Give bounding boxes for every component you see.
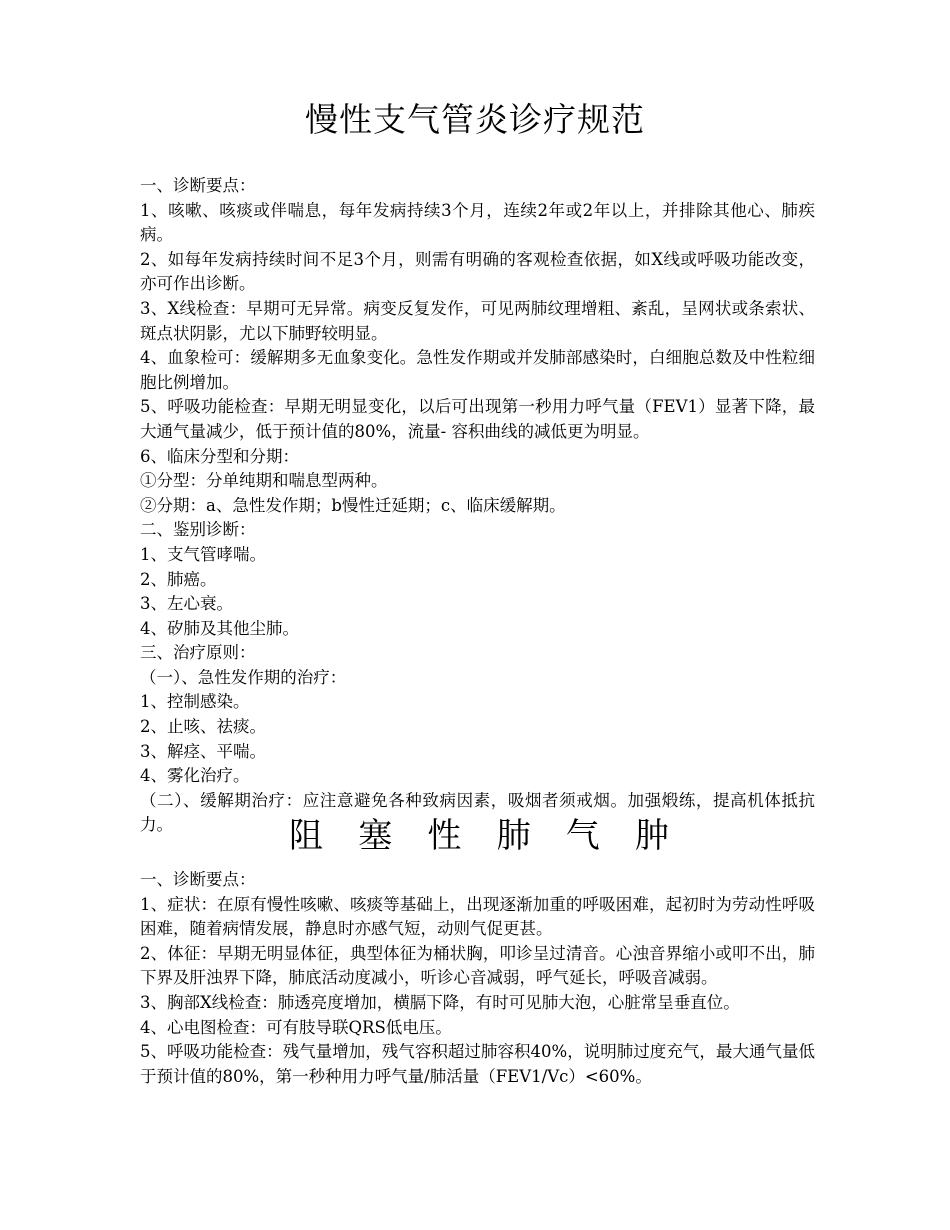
document-title: 慢性支气管炎诊疗规范 xyxy=(305,100,645,139)
paragraph: 2、止咳、祛痰。 xyxy=(140,717,266,737)
paragraph: 3、胸部X线检查：肺透亮度增加，横膈下降，有时可见肺大泡，心脏常呈垂直位。 xyxy=(140,992,740,1012)
section-chronic-bronchitis xyxy=(140,174,815,838)
title-char: 肺 xyxy=(496,816,531,856)
paragraph: 4、血象检可：缓解期多无血象变化。急性发作期或并发肺部感染时，白细胞总数及中性粒细胞比例增加。 xyxy=(140,348,815,392)
paragraph: 1、控制感染。 xyxy=(140,692,250,712)
paragraph: 5、呼吸功能检查：早期无明显变化，以后可出现第一秒用力呼气量（FEV1）显著下降，最大通气量减少，低于预计值的80%，流量- 容积曲线的减低更为明显。 xyxy=(140,397,815,441)
paragraph: 2、肺癌。 xyxy=(140,569,217,589)
paragraph: 4、心电图检查：可有肢导联QRS低电压。 xyxy=(140,1017,452,1037)
paragraph: 一、诊断要点： xyxy=(140,176,256,195)
title-char: 阻 xyxy=(289,816,323,856)
paragraph: 1、症状：在原有慢性咳嗽、咳痰等基础上，出现逐渐加重的呼吸困难，起初时为劳动性呼吸困难，随着病情发展，静息时亦感气短，动则气促更甚。 xyxy=(140,894,815,939)
paragraph: 1、支气管哮喘。 xyxy=(140,544,266,564)
paragraph: 4、雾化治疗。 xyxy=(140,766,250,786)
paragraph: 2、体征：早期无明显体征，典型体征为桶状胸，叩诊呈过清音。心浊音界缩小或叩不出，肺下界及肝浊界下降，肺底活动度减小，听诊心音减弱，呼气延长，呼吸音减弱。 xyxy=(140,943,815,988)
paragraph: 2、如每年发病持续时间不足3个月，则需有明确的客观检查依据，如X线或呼吸功能改变，亦可作出诊断。 xyxy=(140,249,815,294)
paragraph: 4、矽肺及其他尘肺。 xyxy=(140,618,299,638)
paragraph: 二、鉴别诊断： xyxy=(140,520,256,540)
paragraph: 3、左心衰。 xyxy=(140,594,233,614)
title-char: 肿 xyxy=(634,816,669,856)
title-char: 气 xyxy=(565,816,600,856)
paragraph: 6、临床分型和分期： xyxy=(140,446,299,466)
paragraph: 三、治疗原则： xyxy=(140,643,256,663)
title-char: 性 xyxy=(427,816,462,856)
section-title-emphysema xyxy=(289,812,669,860)
section-emphysema xyxy=(140,868,815,1089)
paragraph: 5、呼吸功能检查：残气量增加，残气容积超过肺容积40%，说明肺过度充气，最大通气量低于预计值的80%，第一秒种用力呼气量/肺活量（FEV1/Vc）<60%。 xyxy=(140,1042,815,1086)
paragraph: 一、诊断要点： xyxy=(140,870,256,889)
paragraph: 3、X线检查：早期可无异常。病变反复发作，可见两肺纹理增粗、紊乱，呈网状或条索状、斑点状阴影，尤以下肺野较明显。 xyxy=(140,298,815,343)
paragraph: ②分期：a、急性发作期；b慢性迁延期；c、临床缓解期。 xyxy=(140,495,566,515)
paragraph: （二）、缓解期治疗：应注意避免各种致病因素，吸烟者须戒烟。加强煅练，提高机体抵抗力。 xyxy=(140,790,815,835)
paragraph: （一）、急性发作期的治疗： xyxy=(140,667,347,687)
paragraph: ①分型：分单纯期和喘息型两种。 xyxy=(140,471,388,491)
paragraph: 3、解痉、平喘。 xyxy=(140,741,266,761)
paragraph: 1、咳嗽、咳痰或伴喘息，每年发病持续3个月，连续2年或2年以上，并排除其他心、肺疾病。 xyxy=(140,200,815,245)
title-char: 塞 xyxy=(358,816,393,856)
